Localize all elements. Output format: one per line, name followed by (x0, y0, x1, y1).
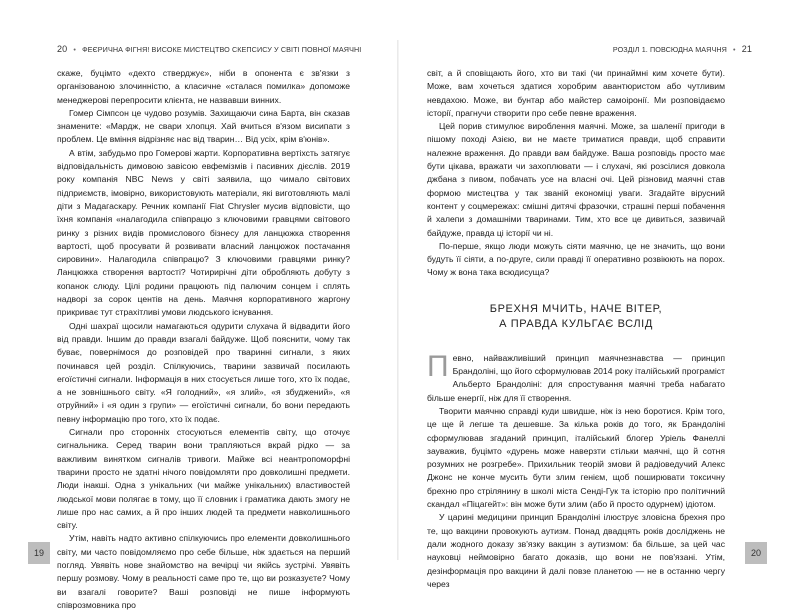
right-running-header (613, 44, 752, 54)
right-page (399, 0, 797, 600)
paragraph: Творити маячню справді куди швидше, ніж із нею боротися. Крім того, це ще й легше та дешевше. За кілька років до того, як Брандоліні сформулював згаданий принцип, італійський блогер Уріель Фанеллі зауважив, буцімто «дурень може наверзти стільки маячні, що й сотня розумних не розгребе». Прихильник теорій змови й радіоведучий Алекс Джонс не конче мусить бути злим генієм, щоб поширювати токсичну брехню про стрілянину в школі міста Сенді-Гук та історію про політичний скандал «Піцагейт»: він може бути злим (або й просто одурнем) ідіотом. (427, 405, 725, 510)
header-bullet: • (733, 45, 736, 54)
chapter-title-header: РОЗДІЛ 1. ПОВСЮДНА МАЯЧНЯ (612, 45, 727, 54)
right-page-number-tab: 20 (745, 542, 767, 564)
paragraph: Утім, навіть надто активно спілкуючись про елементи довколишнього світу, ми часто повідомляємо про себе більше, ніж здається на перший погляд. Увявіть нове знайомство на вечірці чи якійсь зустрічі. Увявіть першу розмову. Чому в реальності саме про те, що ви розказуєте? Чому ви взагалі говорите? Ваші розповіді не пише інформують співрозмовника про (57, 533, 350, 610)
section-heading (427, 302, 725, 332)
paragraph: Сигнали про сторонніх стосуються елементів світу, що оточує сигнальника. Серед тварин вони трапляються вкрай рідко — за важливим винятком сигналів тривоги. Майже всі неантропоморфні тварини просто не здатні нічого повідомляти про довколишні предмети. Люди інакші. Одна з унікальних (чи майже унікальних) властивостей людської мови полягає в тому, що її словник і граматика дають змогу не лише про нас самих, а й про інших людей та предмети навколишнього світу. (57, 427, 350, 531)
drop-cap: П (427, 349, 449, 383)
paragraph-with-dropcap (427, 349, 725, 405)
paragraph: Гомер Сімпсон це чудово розумів. Захищаючи сина Барта, він сказав знамените: «Мардж, не свари хлопця. Хай вчиться в'язом висипати з проблем. Це вміння відрізняє нас від тварин… Від усіх, крім в'юнів». (57, 107, 350, 145)
left-folio: 20 (57, 44, 68, 54)
book-title-header: ФЕЄРИЧНА ФІГНЯ! ВИСОКЕ МИСТЕЦТВО СКЕПСИСУ У СВІТІ ПОВНОЇ МАЯЧНІ (82, 45, 362, 54)
left-running-header (57, 44, 361, 54)
paragraph: А втім, забудьмо про Гомерові жарти. Корпоративна вертіхсть затягує відповідальність димовою завісою евфемізмів і пасивних дієслів. 2019 року компанія NBC News у світі заявила, що чимало світових підприємств, імовірно, використовують матеріали, які виготовляють малі діти з Мадагаскару. Речник компанії Fiat Chrysler мусив відповісти, що їхня компанія «налагодила співпрацю з ключовими гравцями світового ринку з різних видів промислового бізнесу для ланцюжка створення вартості, щоб просувати й розвивати власний ланцюжок постачання сировини». Налагодила співпрацю? З ключовими гравцями ринку? Ланцюжка створення вартості? Чотирирічні діти обробляють добуту з копанок слюду. Цілі родини працюють під палючим сонцем і сплять надворі за сорок центів на день. Маячня корпоративного жаргону прикриває тут страхітливі умови людського існування. (57, 147, 350, 318)
paragraph: По-перше, якщо люди можуть сіяти маячню, це не значить, що вони будуть її сіяти, а по-друге, сили правді її оперативно розвіюють на порох. Чому ж вона така всюдисуща? (427, 240, 725, 278)
paragraph: світ, а й сповіщають його, хто ви такі (чи принаймні ким хочете бути). Може, вам хочеться здатися хоробрим авантюристом або чутливим невдахою. Може, ви бунтар або майстер самоіронії. Ми розповідаємо історії, прагнучи створити про себе певне враження. (427, 68, 725, 118)
left-page-number-tab: 19 (28, 542, 50, 564)
dropcap-paragraph-text: евно, найважливіший принцип маячнезнавства — принцип Брандоліні, що його сформулював 2014 року італійський програміст Альберто Брандоліні: для спростування маячні треба набагато більше енергії, ніж для її створення. (427, 352, 725, 403)
section-heading-line: А ПРАВДА КУЛЬГАЄ ВСЛІД (499, 317, 653, 330)
paragraph: скаже, буцімто «дехто стверджує», ніби в опонента є зв'язки з організованою злочинністю, а класичне «сталася помилка» допоможе менеджерові перепросити клієнта, не назвавши винних. (57, 68, 350, 105)
header-bullet: • (73, 45, 76, 54)
right-body-text (427, 67, 725, 591)
left-page (0, 0, 398, 610)
paragraph: Цей порив стимулює вироблення маячні. Може, за шаленії пригоди в пішому поході Азією, ви не маєте триматися правди, щоб справити належне враження. До правди вам байдуже. Ваша розповідь просто має бути цікава, вражати чи захоплювати — і слухачі, які розсілися довкола джбана з пивом, побачать усе на власні очі. Цей різновид маячні став формою мистецтва у так званій економіці уваги. Згадайте вірусний контент у соцмережах: смішні дитячі фразочки, страшні перші побачення й халепи з домашніми тваринами. Тим, хто все це дивиться, зазвичай байдуже, правда ці історії чи ні. (427, 121, 725, 238)
section-heading-line: БРЕХНЯ МЧИТЬ, НАЧЕ ВІТЕР, (489, 302, 663, 315)
right-folio: 21 (741, 44, 752, 54)
paragraph: У царині медицини принцип Брандоліні ілюструє зловісна брехня про те, що вакцини провокують аутизм. Понад двадцять років досліджень не дали жодного доказу зв'язку вакцин з аутизмом: ба більше, за цей час науковці неймовірно багато доказів, що вони не пов'язані. Утім, дезінформація про вакцини й далі повзе планетою — не в останню чергу через (427, 512, 725, 589)
paragraph: Одні шахраї щосили намагаються одурити слухача й відвадити його від правди. Іншим до правди взагалі байдуже. Щоб пояснити, чому так буває, повернімося до розповідей про тваринні сигнали, з яких починався цей розділ. Спілкуючись, тварини зазвичай посилають егоїстичні сигнали. Інформація в них стосується лише того, хто їх подає, а не зовнішнього світу. «Я голодний», «я злий», «я збуджений», «я отруйний» і «я один з групи» — егоїстичні сигнали, бо вони передають певну інформацію про того, хто їх подає. (57, 320, 350, 424)
left-body-text (57, 67, 350, 612)
